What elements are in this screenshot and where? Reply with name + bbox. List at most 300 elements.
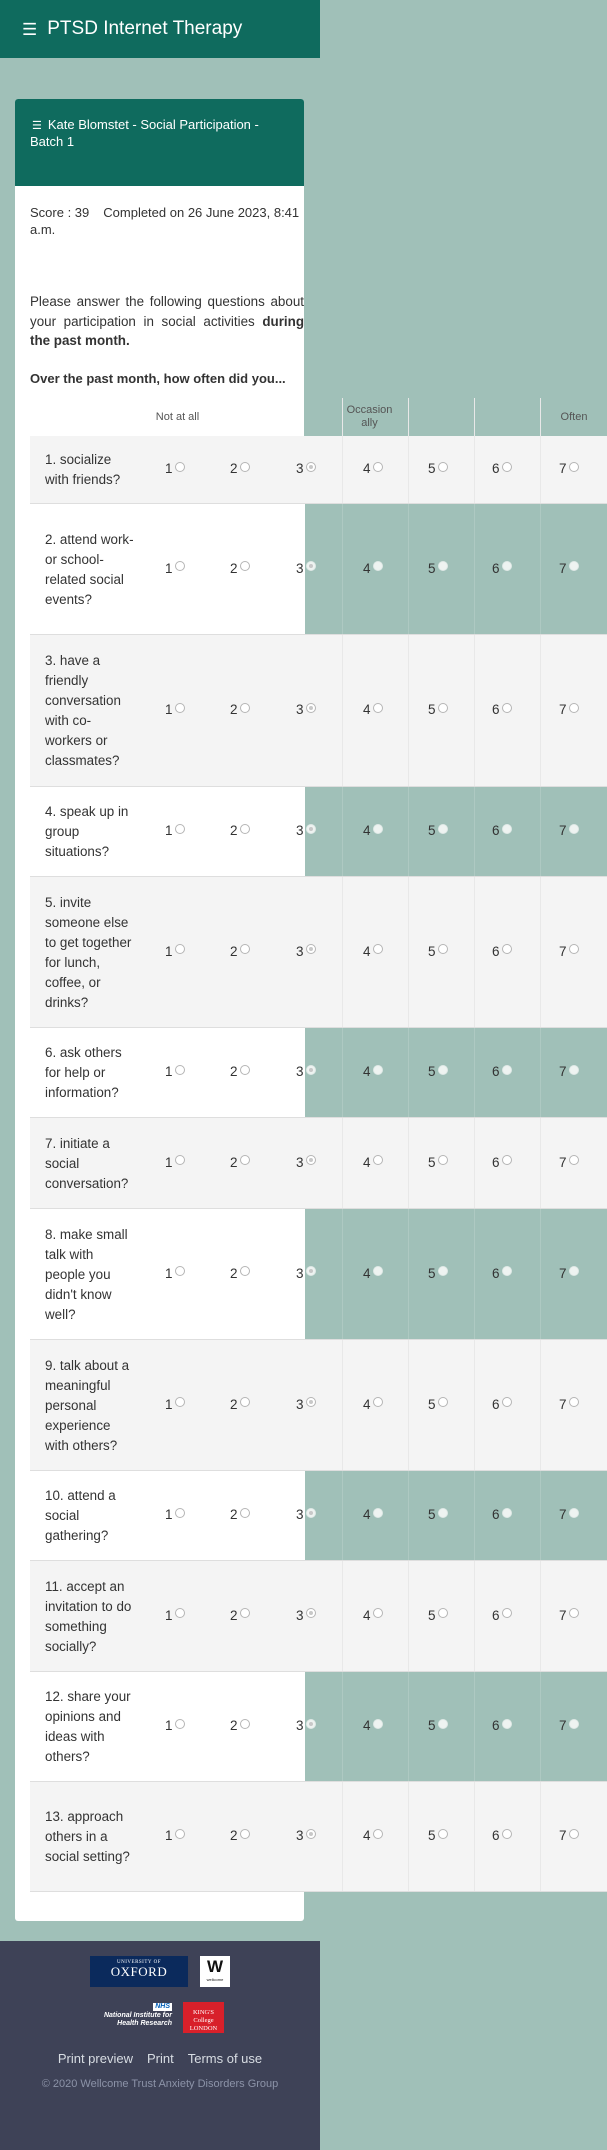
radio-button[interactable] (175, 462, 185, 472)
radio-button[interactable] (306, 1155, 316, 1165)
option-number: 6 (492, 943, 500, 959)
option-3[interactable] (296, 1064, 316, 1079)
radio-button[interactable] (569, 1608, 579, 1618)
radio-button[interactable] (569, 561, 579, 571)
column-divider (408, 877, 409, 1027)
option-number: 3 (296, 1396, 304, 1412)
radio-button[interactable] (175, 1719, 185, 1729)
radio-button[interactable] (502, 824, 512, 834)
option-2[interactable] (230, 1155, 250, 1170)
option-number: 1 (165, 1396, 173, 1412)
footer-links (0, 2051, 320, 2066)
option-number: 1 (165, 1154, 173, 1170)
radio-button[interactable] (373, 1155, 383, 1165)
radio-button[interactable] (240, 1719, 250, 1729)
question-row (30, 1028, 607, 1118)
app-title[interactable]: PTSD Internet Therapy (47, 18, 243, 39)
option-1[interactable] (165, 944, 185, 959)
option-number: 1 (165, 1828, 173, 1843)
radio-button[interactable] (502, 1508, 512, 1518)
column-divider (474, 504, 475, 634)
option-number: 5 (428, 702, 436, 717)
radio-button[interactable] (438, 944, 448, 954)
option-5[interactable] (428, 1828, 448, 1843)
radio-button[interactable] (569, 1065, 579, 1075)
option-3[interactable] (296, 461, 316, 476)
radio-button[interactable] (240, 1266, 250, 1276)
option-number: 4 (363, 461, 371, 476)
column-divider (342, 1118, 343, 1208)
option-number: 2 (230, 702, 238, 717)
option-number: 4 (363, 1154, 371, 1170)
question-label: 12. share your opinions and ideas with others? (45, 1689, 131, 1764)
option-6[interactable] (492, 461, 512, 476)
radio-button[interactable] (438, 1829, 448, 1839)
question-label: 9. talk about a meaningful personal experience with others? (45, 1357, 130, 1453)
option-3[interactable] (296, 1828, 316, 1843)
option-1[interactable] (165, 561, 185, 576)
option-number: 5 (428, 1396, 436, 1412)
radio-button[interactable] (569, 1829, 579, 1839)
radio-button[interactable] (569, 703, 579, 713)
option-number: 1 (165, 1265, 173, 1281)
radio-button[interactable] (240, 1829, 250, 1839)
option-number: 6 (492, 560, 500, 576)
radio-button[interactable] (569, 824, 579, 834)
option-4[interactable] (363, 1507, 383, 1522)
radio-button[interactable] (306, 824, 316, 834)
option-number: 7 (559, 1718, 567, 1733)
option-1[interactable] (165, 702, 185, 717)
option-7[interactable] (559, 1266, 579, 1281)
option-6[interactable] (492, 1266, 512, 1281)
menu-icon[interactable]: ☰ (22, 19, 38, 39)
option-5[interactable] (428, 1155, 448, 1170)
option-3[interactable] (296, 1266, 316, 1281)
option-number: 6 (492, 823, 500, 838)
radio-button[interactable] (502, 944, 512, 954)
radio-button[interactable] (502, 1829, 512, 1839)
option-3[interactable] (296, 1155, 316, 1170)
question-table (30, 436, 607, 1892)
option-number: 2 (230, 1396, 238, 1412)
option-2[interactable] (230, 702, 250, 717)
kings-college-logo[interactable]: KING'S College LONDON (183, 2002, 224, 2033)
option-number: 3 (296, 943, 304, 959)
column-divider (408, 504, 409, 634)
radio-button[interactable] (373, 1829, 383, 1839)
option-6[interactable] (492, 561, 512, 576)
radio-button[interactable] (569, 462, 579, 472)
option-7[interactable] (559, 1155, 579, 1170)
radio-button[interactable] (175, 1608, 185, 1618)
radio-button[interactable] (306, 561, 316, 571)
option-7[interactable] (559, 1507, 579, 1522)
column-divider (474, 1672, 475, 1781)
radio-button[interactable] (175, 703, 185, 713)
option-6[interactable] (492, 823, 512, 838)
column-divider (342, 1471, 343, 1560)
column-divider (408, 1471, 409, 1560)
radio-button[interactable] (502, 1397, 512, 1407)
option-6[interactable] (492, 702, 512, 717)
option-2[interactable] (230, 1266, 250, 1281)
option-number: 5 (428, 1507, 436, 1522)
option-5[interactable] (428, 1266, 448, 1281)
radio-button[interactable] (175, 1155, 185, 1165)
option-2[interactable] (230, 823, 250, 838)
column-divider (342, 635, 343, 786)
radio-button[interactable] (306, 1065, 316, 1075)
option-5[interactable] (428, 1064, 448, 1079)
option-4[interactable] (363, 1155, 383, 1170)
radio-button[interactable] (438, 1266, 448, 1276)
column-divider (474, 877, 475, 1027)
option-number: 4 (363, 1718, 371, 1733)
option-7[interactable] (559, 944, 579, 959)
scale-header-6 (474, 398, 540, 436)
column-divider (408, 1672, 409, 1781)
option-5[interactable] (428, 944, 448, 959)
option-number: 1 (165, 823, 173, 838)
question-row (30, 1782, 607, 1892)
wellcome-logo[interactable]: W wellcome (200, 1956, 230, 1987)
radio-button[interactable] (373, 1266, 383, 1276)
option-7[interactable] (559, 561, 579, 576)
radio-button[interactable] (438, 561, 448, 571)
option-6[interactable] (492, 1718, 512, 1733)
radio-button[interactable] (240, 1065, 250, 1075)
option-number: 6 (492, 461, 500, 476)
radio-button[interactable] (502, 561, 512, 571)
option-3[interactable] (296, 561, 316, 576)
option-number: 6 (492, 1064, 500, 1079)
option-4[interactable] (363, 1608, 383, 1623)
column-divider (540, 1340, 541, 1470)
option-3[interactable] (296, 1718, 316, 1733)
radio-button[interactable] (569, 944, 579, 954)
option-1[interactable] (165, 1718, 185, 1733)
option-number: 2 (230, 1265, 238, 1281)
radio-button[interactable] (175, 561, 185, 571)
option-5[interactable] (428, 1608, 448, 1623)
option-number: 4 (363, 1828, 371, 1843)
option-1[interactable] (165, 1155, 185, 1170)
radio-button[interactable] (569, 1266, 579, 1276)
option-number: 7 (559, 943, 567, 959)
option-number: 2 (230, 1064, 238, 1079)
option-5[interactable] (428, 702, 448, 717)
radio-button[interactable] (569, 1155, 579, 1165)
option-number: 3 (296, 1607, 304, 1623)
option-5[interactable] (428, 1718, 448, 1733)
radio-button[interactable] (502, 1719, 512, 1729)
radio-button[interactable] (175, 1065, 185, 1075)
option-number: 6 (492, 1507, 500, 1522)
question-row (30, 1118, 607, 1209)
radio-button[interactable] (502, 1155, 512, 1165)
option-2[interactable] (230, 1064, 250, 1079)
option-number: 6 (492, 702, 500, 717)
radio-button[interactable] (373, 462, 383, 472)
option-number: 2 (230, 943, 238, 959)
option-6[interactable] (492, 1608, 512, 1623)
option-number: 5 (428, 560, 436, 576)
option-6[interactable] (492, 1507, 512, 1522)
option-2[interactable] (230, 461, 250, 476)
option-1[interactable] (165, 461, 185, 476)
radio-button[interactable] (240, 944, 250, 954)
question-row (30, 1340, 607, 1471)
option-number: 3 (296, 1154, 304, 1170)
nihr-logo[interactable]: NHS National Institute for Health Research (103, 2003, 172, 2027)
radio-button[interactable] (502, 462, 512, 472)
option-6[interactable] (492, 1397, 512, 1412)
scale-label-often: Often (540, 398, 607, 436)
radio-button[interactable] (240, 1397, 250, 1407)
radio-button[interactable] (373, 1508, 383, 1518)
radio-button[interactable] (373, 561, 383, 571)
option-3[interactable] (296, 823, 316, 838)
question-row (30, 635, 607, 787)
radio-button[interactable] (438, 824, 448, 834)
copyright: © 2020 Wellcome Trust Anxiety Disorders Group (41, 2078, 279, 2090)
option-2[interactable] (230, 1828, 250, 1843)
column-divider (540, 877, 541, 1027)
option-4[interactable] (363, 702, 383, 717)
option-5[interactable] (428, 461, 448, 476)
radio-button[interactable] (175, 1266, 185, 1276)
option-3[interactable] (296, 702, 316, 717)
option-7[interactable] (559, 1064, 579, 1079)
radio-button[interactable] (438, 703, 448, 713)
scale-label-not-at-all: Not at all (155, 410, 200, 423)
radio-button[interactable] (569, 1719, 579, 1729)
option-5[interactable] (428, 1397, 448, 1412)
option-number: 2 (230, 1154, 238, 1170)
option-5[interactable] (428, 561, 448, 576)
radio-button[interactable] (306, 1266, 316, 1276)
radio-button[interactable] (175, 824, 185, 834)
option-6[interactable] (492, 1155, 512, 1170)
column-divider (540, 436, 541, 503)
option-4[interactable] (363, 461, 383, 476)
option-number: 4 (363, 1064, 371, 1079)
option-number: 2 (230, 1507, 238, 1522)
footer-link-terms-of-use[interactable]: Terms of use (187, 2051, 263, 2066)
option-number: 2 (230, 1607, 238, 1623)
question-label: 7. initiate a social conversation? (45, 1135, 129, 1191)
radio-button[interactable] (438, 1065, 448, 1075)
radio-button[interactable] (175, 1829, 185, 1839)
radio-button[interactable] (373, 1065, 383, 1075)
radio-button[interactable] (438, 1155, 448, 1165)
option-4[interactable] (363, 561, 383, 576)
radio-button[interactable] (438, 462, 448, 472)
option-number: 5 (428, 1064, 436, 1079)
completed-date: Completed on 26 June 2023, 8:41 a.m. (30, 205, 300, 237)
radio-button[interactable] (240, 1608, 250, 1618)
option-5[interactable] (428, 1507, 448, 1522)
column-divider (342, 1340, 343, 1470)
option-1[interactable] (165, 1266, 185, 1281)
option-4[interactable] (363, 1397, 383, 1412)
option-number: 4 (363, 1265, 371, 1281)
option-6[interactable] (492, 944, 512, 959)
option-1[interactable] (165, 823, 185, 838)
radio-button[interactable] (438, 1397, 448, 1407)
column-divider (540, 1118, 541, 1208)
option-4[interactable] (363, 1828, 383, 1843)
radio-button[interactable] (306, 1508, 316, 1518)
option-6[interactable] (492, 1828, 512, 1843)
oxford-logo[interactable]: UNIVERSITY OF OXFORD (90, 1956, 188, 1987)
radio-button[interactable] (240, 1155, 250, 1165)
option-3[interactable] (296, 1507, 316, 1522)
radio-button[interactable] (502, 1065, 512, 1075)
option-2[interactable] (230, 1507, 250, 1522)
option-number: 1 (165, 461, 173, 476)
option-number: 6 (492, 1607, 500, 1623)
option-1[interactable] (165, 1608, 185, 1623)
option-2[interactable] (230, 944, 250, 959)
footer (0, 1941, 320, 2150)
option-number: 1 (165, 943, 173, 959)
option-number: 6 (492, 1718, 500, 1733)
option-3[interactable] (296, 1397, 316, 1412)
radio-button[interactable] (373, 944, 383, 954)
column-divider (342, 877, 343, 1027)
radio-button[interactable] (438, 1508, 448, 1518)
option-number: 7 (559, 1265, 567, 1281)
option-number: 5 (428, 461, 436, 476)
result-meta (30, 204, 300, 238)
radio-button[interactable] (373, 824, 383, 834)
option-1[interactable] (165, 1397, 185, 1412)
option-number: 2 (230, 1718, 238, 1733)
option-number: 6 (492, 1265, 500, 1281)
radio-button[interactable] (240, 824, 250, 834)
column-divider (540, 504, 541, 634)
option-number: 2 (230, 1828, 238, 1843)
radio-button[interactable] (306, 1829, 316, 1839)
radio-button[interactable] (175, 1397, 185, 1407)
option-1[interactable] (165, 1828, 185, 1843)
column-divider (408, 1561, 409, 1671)
question-label: 6. ask others for help or information? (45, 1045, 122, 1100)
radio-button[interactable] (373, 1397, 383, 1407)
option-1[interactable] (165, 1507, 185, 1522)
option-7[interactable] (559, 1718, 579, 1733)
footer-link-print-preview[interactable]: Print preview (57, 2051, 133, 2066)
option-number: 3 (296, 560, 304, 576)
radio-button[interactable] (373, 703, 383, 713)
radio-button[interactable] (373, 1608, 383, 1618)
radio-button[interactable] (438, 1719, 448, 1729)
option-number: 6 (492, 1396, 500, 1412)
option-4[interactable] (363, 1266, 383, 1281)
option-7[interactable] (559, 823, 579, 838)
question-label: 4. speak up in group situations? (45, 804, 129, 859)
option-3[interactable] (296, 1608, 316, 1623)
column-divider (474, 436, 475, 503)
option-7[interactable] (559, 461, 579, 476)
option-number: 3 (296, 1718, 304, 1733)
column-divider (342, 1672, 343, 1781)
option-7[interactable] (559, 1397, 579, 1412)
option-4[interactable] (363, 1064, 383, 1079)
radio-button[interactable] (502, 703, 512, 713)
question-label: 2. attend work- or school-related social events? (45, 531, 134, 607)
option-3[interactable] (296, 944, 316, 959)
radio-button[interactable] (240, 1508, 250, 1518)
footer-link-print[interactable]: Print (146, 2051, 174, 2066)
menu-icon[interactable]: ☰ (32, 120, 42, 132)
option-number: 1 (165, 1607, 173, 1623)
option-number: 7 (559, 1607, 567, 1623)
option-7[interactable] (559, 702, 579, 717)
question-row (30, 1209, 607, 1340)
radio-button[interactable] (306, 462, 316, 472)
column-divider (540, 1471, 541, 1560)
radio-button[interactable] (240, 561, 250, 571)
radio-button[interactable] (373, 1719, 383, 1729)
question-row (30, 436, 607, 504)
radio-button[interactable] (240, 703, 250, 713)
option-4[interactable] (363, 944, 383, 959)
option-number: 3 (296, 702, 304, 717)
option-2[interactable] (230, 561, 250, 576)
radio-button[interactable] (306, 944, 316, 954)
option-number: 1 (165, 1064, 173, 1079)
radio-button[interactable] (502, 1266, 512, 1276)
option-number: 3 (296, 1265, 304, 1281)
radio-button[interactable] (175, 1508, 185, 1518)
radio-button[interactable] (306, 1719, 316, 1729)
option-number: 6 (492, 1154, 500, 1170)
option-2[interactable] (230, 1608, 250, 1623)
option-4[interactable] (363, 1718, 383, 1733)
option-number: 4 (363, 702, 371, 717)
card-title: Kate Blomstet - Social Participation - Batch 1 (30, 117, 259, 149)
column-divider (408, 1118, 409, 1208)
instructions-text: Please answer the following questions about your participation in social activities (30, 294, 304, 329)
radio-button[interactable] (569, 1397, 579, 1407)
option-2[interactable] (230, 1718, 250, 1733)
option-5[interactable] (428, 823, 448, 838)
option-1[interactable] (165, 1064, 185, 1079)
radio-button[interactable] (569, 1508, 579, 1518)
radio-button[interactable] (438, 1608, 448, 1618)
option-2[interactable] (230, 1397, 250, 1412)
option-7[interactable] (559, 1608, 579, 1623)
option-4[interactable] (363, 823, 383, 838)
option-7[interactable] (559, 1828, 579, 1843)
radio-button[interactable] (502, 1608, 512, 1618)
radio-button[interactable] (306, 1397, 316, 1407)
column-divider (540, 1672, 541, 1781)
radio-button[interactable] (306, 703, 316, 713)
radio-button[interactable] (175, 944, 185, 954)
option-number: 4 (363, 560, 371, 576)
scale-header-5 (408, 398, 474, 436)
question-row (30, 1561, 607, 1672)
option-number: 1 (165, 1507, 173, 1522)
radio-button[interactable] (306, 1608, 316, 1618)
option-number: 7 (559, 1507, 567, 1522)
option-6[interactable] (492, 1064, 512, 1079)
radio-button[interactable] (240, 462, 250, 472)
